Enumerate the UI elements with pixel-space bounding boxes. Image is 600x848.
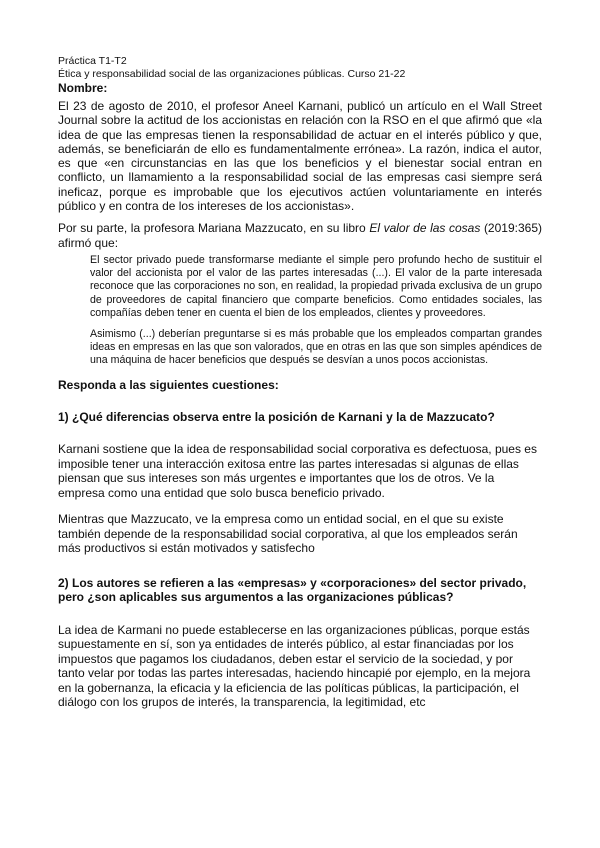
book-title: El valor de las cosas bbox=[369, 221, 481, 236]
block-quote-2: Asimismo (...) deberían preguntarse si es más probable que los empleados compartan grandes ideas en empresas en las que son valorados, que en otras en las que son simples apéndices de una máquina de hacer beneficios que después se desvían a unos pocos accionistas. bbox=[90, 327, 542, 367]
course-code: Práctica T1-T2 bbox=[58, 55, 127, 67]
intro-text-after: (2019:365) afirmó que: bbox=[58, 221, 542, 250]
name-label: Nombre: bbox=[58, 81, 108, 95]
intro-text-before: Por su parte, la profesora Mariana Mazzucato, en su libro bbox=[58, 221, 370, 236]
question-1-answer-2: Mientras que Mazzucato, ve la empresa como un entidad social, en el que su existe también depende de la responsabilidad social corporativa, al que los empleados serán más productivos si están motivados y satisfecho bbox=[58, 512, 518, 556]
course-title: Ética y responsabilidad social de las organizaciones públicas. Curso 21-22 bbox=[58, 68, 406, 80]
question-1-title: 1) ¿Qué diferencias observa entre la posición de Karnani y la de Mazzucato? bbox=[58, 409, 495, 424]
document-page bbox=[58, 55, 542, 722]
question-2-answer-1: La idea de Karmani no puede establecerse en las organizaciones públicas, porque estás supuestamente en sí, son ya entidades de interés público, al estar financiadas por los impuestos que pagamos los ciudadanos, deben estar el servicio de la sociedad, y por tanto velar por todas las partes interesadas, haciendo hincapié por ejemplo, en la mejora en la gobernanza, la eficacia y la eficiencia de las políticas públicas, la participación, el diálogo con los grupos de interés, la transparencia, la legitimidad, etc bbox=[58, 622, 531, 710]
block-quote-1: El sector privado puede transformarse mediante el simple pero profundo hecho de sustituir el valor del accionista por el valor de las partes interesadas (...). El valor de la parte interesada reconoce que las corporaciones no son, en realidad, la propiedad privada exclusiva de un grupo de proveedores de capital financiero que comparte beneficios. Como entidades sociales, las compañías deben tener en cuenta el bien de los empleados, clientes y proveedores. bbox=[90, 253, 542, 319]
question-1-answer-1: Karnani sostiene que la idea de responsabilidad social corporativa es defectuosa, pues es imposible tener una interacción exitosa entre las partes interesadas si algunas de ellas piensan que sus intereses son más urgentes e importantes que los de otros. Ve la empresa como una entidad que solo busca beneficio privado. bbox=[58, 442, 537, 500]
intro-paragraph-karnani: El 23 de agosto de 2010, el profesor Aneel Karnani, publicó un artículo en el Wall Street Journal sobre la actitud de los accionistas en relación con la RSO en el que afirmó que «la idea de que las empresas tienen la responsabilidad de actuar en el interés público y que, además, se beneficiarán de ello es fundamentalmente errónea». La razón, indica el autor, es que «en circunstancias en las que los beneficios y el bienestar social entran en conflicto, un llamamiento a la responsabilidad social de las empresas casi siempre será ineficaz, porque es improbable que los ejecutivos actúen voluntariamente en interés público y en contra de los intereses de los accionistas». bbox=[58, 99, 542, 214]
intro-paragraph-mazzucato bbox=[58, 221, 542, 250]
question-2-title: 2) Los autores se refieren a las «empresas» y «corporaciones» del sector privado, pero ¿son aplicables sus argumentos a las organizaciones públicas? bbox=[58, 575, 527, 605]
questions-heading: Responda a las siguientes cuestiones: bbox=[58, 377, 279, 392]
